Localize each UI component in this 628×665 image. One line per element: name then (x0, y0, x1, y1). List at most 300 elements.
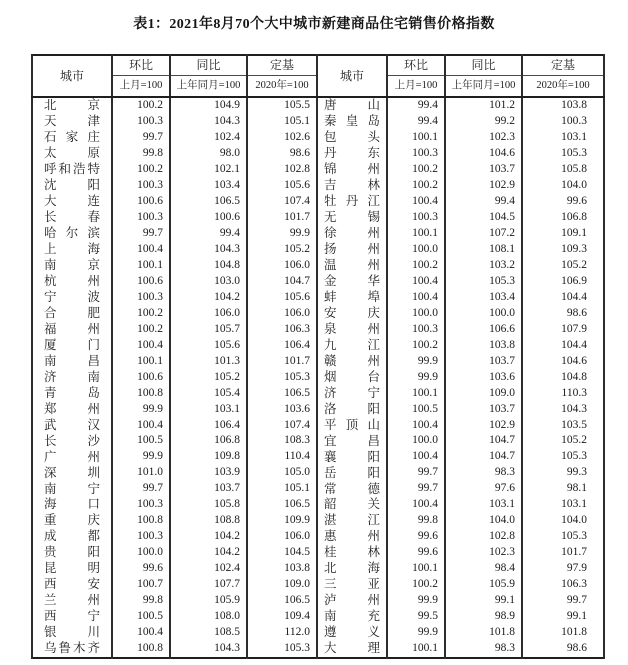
yoy-value-cell: 99.4 (445, 194, 522, 210)
table-row (32, 369, 604, 385)
city-name: 长沙 (44, 433, 100, 448)
city-name: 沈阳 (44, 178, 100, 193)
fixed-base-value-cell: 105.3 (247, 641, 317, 658)
mom-value-cell: 99.4 (387, 114, 445, 130)
city-name: 三亚 (324, 577, 380, 592)
yoy-value-cell: 102.4 (170, 130, 247, 146)
city-name: 南充 (324, 609, 380, 624)
mom-value-cell: 100.4 (387, 194, 445, 210)
yoy-value-cell: 104.0 (445, 513, 522, 529)
fixed-base-value-cell: 106.5 (247, 385, 317, 401)
city-cell (317, 226, 387, 242)
city-cell (32, 354, 112, 370)
mom-value-cell: 99.8 (112, 146, 170, 162)
mom-value-cell: 99.9 (387, 354, 445, 370)
city-cell (32, 433, 112, 449)
city-cell (317, 322, 387, 338)
table-row (32, 385, 604, 401)
yoy-value-cell: 104.9 (170, 97, 247, 114)
table-row (32, 513, 604, 529)
yoy-value-cell: 108.1 (445, 242, 522, 258)
mom-value-cell: 100.4 (387, 497, 445, 513)
table-row (32, 130, 604, 146)
city-name: 秦皇岛 (324, 114, 380, 129)
yoy-value-cell: 101.2 (445, 97, 522, 114)
mom-value-cell: 100.8 (112, 513, 170, 529)
city-cell (32, 465, 112, 481)
fixed-base-value-cell: 103.5 (522, 417, 604, 433)
city-name: 海口 (44, 497, 100, 512)
yoy-value-cell: 105.8 (170, 497, 247, 513)
mom-value-cell: 100.0 (112, 545, 170, 561)
table-row (32, 194, 604, 210)
fixed-base-value-cell: 109.3 (522, 242, 604, 258)
yoy-value-cell: 100.6 (170, 210, 247, 226)
yoy-value-cell: 104.7 (445, 449, 522, 465)
table-row (32, 226, 604, 242)
mom-value-cell: 99.9 (387, 593, 445, 609)
mom-value-cell: 99.7 (112, 226, 170, 242)
city-name: 青岛 (44, 385, 100, 400)
city-cell (32, 593, 112, 609)
city-cell (317, 290, 387, 306)
fixed-base-value-cell: 104.0 (522, 178, 604, 194)
city-cell (32, 545, 112, 561)
city-cell (32, 625, 112, 641)
city-cell (317, 433, 387, 449)
city-cell (317, 417, 387, 433)
city-cell (317, 609, 387, 625)
fixed-base-value-cell: 103.6 (247, 401, 317, 417)
city-cell (32, 338, 112, 354)
mom-value-cell: 100.2 (387, 258, 445, 274)
yoy-value-cell: 103.7 (445, 162, 522, 178)
table-row (32, 162, 604, 178)
mom-value-cell: 100.4 (112, 417, 170, 433)
city-name: 石家庄 (44, 130, 100, 145)
city-name: 广州 (44, 449, 100, 464)
yoy-value-cell: 104.3 (170, 114, 247, 130)
yoy-value-cell: 102.3 (445, 545, 522, 561)
city-cell (32, 449, 112, 465)
mom-value-cell: 99.8 (112, 593, 170, 609)
fixed-base-value-cell: 101.8 (522, 625, 604, 641)
city-cell (317, 529, 387, 545)
city-name: 重庆 (44, 513, 100, 528)
city-cell (317, 465, 387, 481)
mom-value-cell: 100.4 (387, 417, 445, 433)
yoy-value-cell: 108.5 (170, 625, 247, 641)
mom-value-cell: 100.4 (387, 290, 445, 306)
city-name: 西安 (44, 577, 100, 592)
city-name: 宁波 (44, 289, 100, 304)
yoy-value-cell: 103.1 (445, 497, 522, 513)
city-cell (317, 593, 387, 609)
city-name: 无锡 (324, 210, 380, 225)
mom-value-cell: 100.4 (112, 625, 170, 641)
yoy-value-cell: 108.8 (170, 513, 247, 529)
yoy-value-cell: 105.9 (170, 593, 247, 609)
mom-value-cell: 100.3 (112, 290, 170, 306)
yoy-value-cell: 107.2 (445, 226, 522, 242)
yoy-value-cell: 99.4 (170, 226, 247, 242)
city-cell (317, 354, 387, 370)
base-period-fixed-right: 2020年=100 (522, 76, 604, 98)
city-cell (317, 561, 387, 577)
yoy-value-cell: 104.3 (170, 641, 247, 658)
mom-value-cell: 100.4 (112, 338, 170, 354)
city-cell (32, 210, 112, 226)
city-name: 烟台 (324, 369, 380, 384)
city-cell (317, 401, 387, 417)
fixed-base-value-cell: 101.7 (247, 210, 317, 226)
city-cell (317, 194, 387, 210)
yoy-value-cell: 98.4 (445, 561, 522, 577)
city-cell (32, 162, 112, 178)
fixed-base-value-cell: 103.1 (522, 497, 604, 513)
table-row (32, 593, 604, 609)
fixed-base-value-cell: 98.6 (522, 306, 604, 322)
mom-value-cell: 100.0 (387, 433, 445, 449)
fixed-base-value-cell: 104.0 (522, 513, 604, 529)
city-cell (32, 130, 112, 146)
table-header (32, 55, 604, 97)
city-name: 安庆 (324, 305, 380, 320)
mom-value-cell: 100.3 (112, 529, 170, 545)
table-row (32, 625, 604, 641)
mom-value-cell: 100.1 (387, 561, 445, 577)
header-row-labels (32, 55, 604, 76)
city-cell (317, 577, 387, 593)
city-cell (317, 130, 387, 146)
mom-value-cell: 100.2 (112, 306, 170, 322)
yoy-value-cell: 105.3 (445, 274, 522, 290)
city-name: 杭州 (44, 273, 100, 288)
yoy-value-cell: 104.2 (170, 529, 247, 545)
city-name: 上海 (44, 241, 100, 256)
column-header-yoy-right: 同比 (445, 55, 522, 76)
city-cell (317, 625, 387, 641)
column-header-fixed-base-left: 定基 (247, 55, 317, 76)
fixed-base-value-cell: 107.4 (247, 194, 317, 210)
fixed-base-value-cell: 110.3 (522, 385, 604, 401)
fixed-base-value-cell: 102.8 (247, 162, 317, 178)
city-name: 太原 (44, 146, 100, 161)
table-row (32, 146, 604, 162)
yoy-value-cell: 103.7 (170, 481, 247, 497)
fixed-base-value-cell: 105.2 (247, 242, 317, 258)
city-cell (32, 290, 112, 306)
fixed-base-value-cell: 106.5 (247, 497, 317, 513)
city-cell (32, 274, 112, 290)
yoy-value-cell: 104.5 (445, 210, 522, 226)
city-name: 温州 (324, 257, 380, 272)
table-row (32, 529, 604, 545)
fixed-base-value-cell: 107.9 (522, 322, 604, 338)
city-name: 泉州 (324, 321, 380, 336)
mom-value-cell: 99.7 (387, 465, 445, 481)
table-row (32, 97, 604, 114)
mom-value-cell: 100.4 (387, 274, 445, 290)
yoy-value-cell: 98.3 (445, 641, 522, 658)
mom-value-cell: 100.0 (387, 306, 445, 322)
fixed-base-value-cell: 104.5 (247, 545, 317, 561)
column-header-mom-right: 环比 (387, 55, 445, 76)
city-name: 包头 (324, 130, 380, 145)
city-cell (317, 306, 387, 322)
city-name: 惠州 (324, 529, 380, 544)
fixed-base-value-cell: 104.6 (522, 354, 604, 370)
table-row (32, 274, 604, 290)
yoy-value-cell: 103.0 (170, 274, 247, 290)
city-name: 成都 (44, 529, 100, 544)
city-cell (317, 146, 387, 162)
mom-value-cell: 100.4 (112, 242, 170, 258)
fixed-base-value-cell: 105.3 (247, 369, 317, 385)
mom-value-cell: 100.2 (387, 178, 445, 194)
fixed-base-value-cell: 105.2 (522, 433, 604, 449)
city-name: 深圳 (44, 465, 100, 480)
yoy-value-cell: 103.7 (445, 401, 522, 417)
fixed-base-value-cell: 109.1 (522, 226, 604, 242)
yoy-value-cell: 98.0 (170, 146, 247, 162)
column-header-city-left: 城市 (32, 55, 112, 97)
yoy-value-cell: 106.0 (170, 306, 247, 322)
mom-value-cell: 100.3 (387, 210, 445, 226)
mom-value-cell: 100.2 (112, 322, 170, 338)
city-name: 乌鲁木齐 (44, 641, 100, 656)
city-name: 丹东 (324, 146, 380, 161)
fixed-base-value-cell: 107.4 (247, 417, 317, 433)
city-cell (32, 609, 112, 625)
mom-value-cell: 100.6 (112, 274, 170, 290)
yoy-value-cell: 98.3 (445, 465, 522, 481)
fixed-base-value-cell: 105.0 (247, 465, 317, 481)
city-cell (317, 545, 387, 561)
fixed-base-value-cell: 110.4 (247, 449, 317, 465)
fixed-base-value-cell: 105.3 (522, 146, 604, 162)
mom-value-cell: 100.3 (112, 497, 170, 513)
table-row (32, 577, 604, 593)
table-row (32, 465, 604, 481)
yoy-value-cell: 104.3 (170, 242, 247, 258)
mom-value-cell: 100.5 (112, 609, 170, 625)
mom-value-cell: 100.8 (112, 385, 170, 401)
yoy-value-cell: 106.8 (170, 433, 247, 449)
mom-value-cell: 99.6 (387, 545, 445, 561)
city-cell (32, 178, 112, 194)
mom-value-cell: 99.9 (387, 625, 445, 641)
base-period-yoy-left: 上年同月=100 (170, 76, 247, 98)
mom-value-cell: 99.6 (112, 561, 170, 577)
city-name: 大连 (44, 194, 100, 209)
city-name: 哈尔滨 (44, 226, 100, 241)
city-cell (317, 162, 387, 178)
city-name: 兰州 (44, 593, 100, 608)
mom-value-cell: 100.5 (387, 401, 445, 417)
mom-value-cell: 99.4 (387, 97, 445, 114)
fixed-base-value-cell: 106.0 (247, 529, 317, 545)
city-cell (32, 369, 112, 385)
city-cell (32, 497, 112, 513)
city-cell (317, 497, 387, 513)
city-name: 金华 (324, 273, 380, 288)
mom-value-cell: 100.1 (387, 226, 445, 242)
city-name: 平顶山 (324, 417, 380, 432)
yoy-value-cell: 106.5 (170, 194, 247, 210)
city-name: 呼和浩特 (44, 162, 100, 177)
table-row (32, 449, 604, 465)
fixed-base-value-cell: 106.3 (522, 577, 604, 593)
yoy-value-cell: 102.9 (445, 178, 522, 194)
yoy-value-cell: 104.2 (170, 545, 247, 561)
fixed-base-value-cell: 106.5 (247, 593, 317, 609)
yoy-value-cell: 103.7 (445, 354, 522, 370)
table-title: 表1：2021年8月70个大中城市新建商品住宅销售价格指数 (133, 17, 495, 32)
city-name: 北京 (44, 98, 100, 113)
city-name: 南昌 (44, 353, 100, 368)
mom-value-cell: 100.2 (387, 338, 445, 354)
fixed-base-value-cell: 106.4 (247, 338, 317, 354)
table-row (32, 417, 604, 433)
city-cell (32, 146, 112, 162)
mom-value-cell: 100.2 (112, 162, 170, 178)
fixed-base-value-cell: 101.7 (522, 545, 604, 561)
table-row (32, 354, 604, 370)
city-name: 泸州 (324, 593, 380, 608)
base-period-yoy-right: 上年同月=100 (445, 76, 522, 98)
yoy-value-cell: 102.9 (445, 417, 522, 433)
mom-value-cell: 100.5 (112, 433, 170, 449)
mom-value-cell: 99.9 (387, 369, 445, 385)
fixed-base-value-cell: 105.6 (247, 178, 317, 194)
fixed-base-value-cell: 105.6 (247, 290, 317, 306)
fixed-base-value-cell: 100.3 (522, 114, 604, 130)
mom-value-cell: 100.2 (112, 97, 170, 114)
fixed-base-value-cell: 105.3 (522, 529, 604, 545)
fixed-base-value-cell: 106.9 (522, 274, 604, 290)
city-cell (317, 114, 387, 130)
city-name: 长春 (44, 210, 100, 225)
mom-value-cell: 100.2 (387, 577, 445, 593)
city-name: 北海 (324, 561, 380, 576)
yoy-value-cell: 109.8 (170, 449, 247, 465)
city-cell (32, 114, 112, 130)
city-cell (32, 641, 112, 658)
fixed-base-value-cell: 104.7 (247, 274, 317, 290)
column-header-mom-left: 环比 (112, 55, 170, 76)
city-name: 遵义 (324, 625, 380, 640)
fixed-base-value-cell: 98.1 (522, 481, 604, 497)
city-name: 韶关 (324, 497, 380, 512)
mom-value-cell: 99.8 (387, 513, 445, 529)
city-name: 常德 (324, 481, 380, 496)
city-name: 扬州 (324, 241, 380, 256)
table-row (32, 561, 604, 577)
yoy-value-cell: 104.6 (445, 146, 522, 162)
fixed-base-value-cell: 99.7 (522, 593, 604, 609)
city-cell (317, 274, 387, 290)
fixed-base-value-cell: 104.4 (522, 338, 604, 354)
city-name: 岳阳 (324, 465, 380, 480)
yoy-value-cell: 109.0 (445, 385, 522, 401)
fixed-base-value-cell: 103.1 (522, 130, 604, 146)
fixed-base-value-cell: 106.0 (247, 306, 317, 322)
price-index-table (31, 54, 605, 659)
city-cell (32, 513, 112, 529)
table-row (32, 433, 604, 449)
city-name: 银川 (44, 625, 100, 640)
city-name: 宜昌 (324, 433, 380, 448)
city-cell (32, 97, 112, 114)
yoy-value-cell: 102.8 (445, 529, 522, 545)
mom-value-cell: 99.7 (112, 130, 170, 146)
yoy-value-cell: 105.9 (445, 577, 522, 593)
fixed-base-value-cell: 109.4 (247, 609, 317, 625)
fixed-base-value-cell: 101.7 (247, 354, 317, 370)
base-period-fixed-left: 2020年=100 (247, 76, 317, 98)
city-name: 厦门 (44, 337, 100, 352)
city-cell (32, 417, 112, 433)
city-name: 福州 (44, 321, 100, 336)
city-name: 济南 (44, 369, 100, 384)
city-cell (317, 338, 387, 354)
fixed-base-value-cell: 108.3 (247, 433, 317, 449)
yoy-value-cell: 104.2 (170, 290, 247, 306)
city-cell (317, 97, 387, 114)
city-cell (32, 226, 112, 242)
yoy-value-cell: 102.1 (170, 162, 247, 178)
base-period-mom-left: 上月=100 (112, 76, 170, 98)
city-cell (32, 258, 112, 274)
yoy-value-cell: 97.6 (445, 481, 522, 497)
city-name: 天津 (44, 114, 100, 129)
mom-value-cell: 100.3 (387, 146, 445, 162)
table-row (32, 401, 604, 417)
yoy-value-cell: 106.6 (445, 322, 522, 338)
city-cell (32, 401, 112, 417)
fixed-base-value-cell: 103.8 (522, 97, 604, 114)
yoy-value-cell: 103.1 (170, 401, 247, 417)
yoy-value-cell: 104.7 (445, 433, 522, 449)
mom-value-cell: 100.7 (112, 577, 170, 593)
fixed-base-value-cell: 102.6 (247, 130, 317, 146)
city-name: 徐州 (324, 226, 380, 241)
yoy-value-cell: 107.7 (170, 577, 247, 593)
table-row (32, 258, 604, 274)
city-cell (317, 641, 387, 658)
mom-value-cell: 99.9 (112, 449, 170, 465)
mom-value-cell: 100.1 (387, 641, 445, 658)
yoy-value-cell: 105.4 (170, 385, 247, 401)
mom-value-cell: 99.7 (112, 481, 170, 497)
yoy-value-cell: 103.6 (445, 369, 522, 385)
fixed-base-value-cell: 104.8 (522, 369, 604, 385)
table-row (32, 242, 604, 258)
mom-value-cell: 100.1 (387, 130, 445, 146)
yoy-value-cell: 103.4 (445, 290, 522, 306)
city-name: 湛江 (324, 513, 380, 528)
city-name: 襄阳 (324, 449, 380, 464)
table-row (32, 641, 604, 658)
yoy-value-cell: 98.9 (445, 609, 522, 625)
city-name: 合肥 (44, 305, 100, 320)
city-cell (32, 529, 112, 545)
mom-value-cell: 100.1 (387, 385, 445, 401)
yoy-value-cell: 103.4 (170, 178, 247, 194)
table-row (32, 290, 604, 306)
city-cell (317, 258, 387, 274)
